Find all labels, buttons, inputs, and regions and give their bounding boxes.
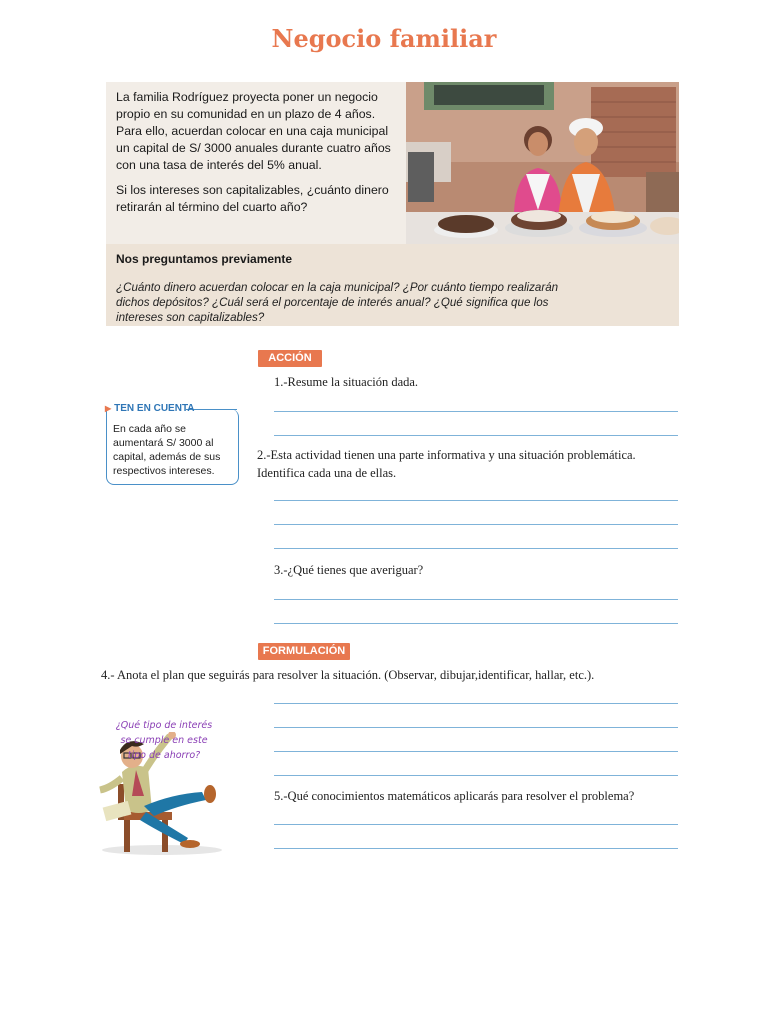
answer-line[interactable] xyxy=(274,727,678,728)
accion-tag: ACCIÓN xyxy=(258,350,322,367)
formulacion-tag: FORMULACIÓN xyxy=(258,643,350,660)
previous-questions-title: Nos preguntamos previamente xyxy=(116,252,293,266)
question-4: 4.- Anota el plan que seguirás para resolver la situación. (Observar, dibujar,identificar, hallar, etc.). xyxy=(101,668,595,682)
tip-text: En cada año se aumentará S/ 3000 al capital, además de sus respectivos intereses. xyxy=(113,423,221,477)
thought-bubble-text: ¿Qué tipo de interés se cumple en este tipo de ahorro? xyxy=(115,720,213,761)
answer-line[interactable] xyxy=(274,411,678,412)
bakery-photo xyxy=(406,82,679,244)
answer-line[interactable] xyxy=(274,848,678,849)
answer-line[interactable] xyxy=(274,775,678,776)
question-5: 5.-Qué conocimientos matemáticos aplicarás para resolver el problema? xyxy=(274,789,635,803)
tip-label-text: TEN EN CUENTA xyxy=(114,403,195,414)
question-1: 1.-Resume la situación dada. xyxy=(274,375,419,389)
answer-line[interactable] xyxy=(274,703,678,704)
answer-line[interactable] xyxy=(274,599,678,600)
intro-text xyxy=(116,89,401,224)
answer-line[interactable] xyxy=(274,824,678,825)
answer-line[interactable] xyxy=(274,435,678,436)
answer-line[interactable] xyxy=(274,524,678,525)
answer-line[interactable] xyxy=(274,623,678,624)
triangle-icon: ▶ xyxy=(105,404,112,413)
page-title: Negocio familiar xyxy=(271,24,497,53)
previous-questions-text: ¿Cuánto dinero acuerdan colocar en la caja municipal? ¿Por cuánto tiempo realizarán dichos depósitos? ¿Cuál será el porcentaje de interés anual? ¿Qué significa que los intereses son capitalizables? xyxy=(116,281,559,324)
tip-label xyxy=(105,403,195,414)
answer-line[interactable] xyxy=(274,751,678,752)
question-3: 3.-¿Qué tienes que averiguar? xyxy=(274,563,424,577)
intro-paragraph-1: La familia Rodríguez proyecta poner un negocio propio en su comunidad en un plazo de 4 años. Para ello, acuerdan colocar en una caja municipal un capital de S/ 3000 anuales durante cuatro años con una tasa de interés del 5% anual. xyxy=(116,90,391,172)
answer-line[interactable] xyxy=(274,548,678,549)
question-2: 2.-Esta actividad tienen una parte informativa y una situación problemática. Identifica cada una de ellas. xyxy=(257,448,636,480)
answer-line[interactable] xyxy=(274,500,678,501)
intro-paragraph-2: Si los intereses son capitalizables, ¿cuánto dinero retirarán al término del cuarto año? xyxy=(116,183,389,214)
